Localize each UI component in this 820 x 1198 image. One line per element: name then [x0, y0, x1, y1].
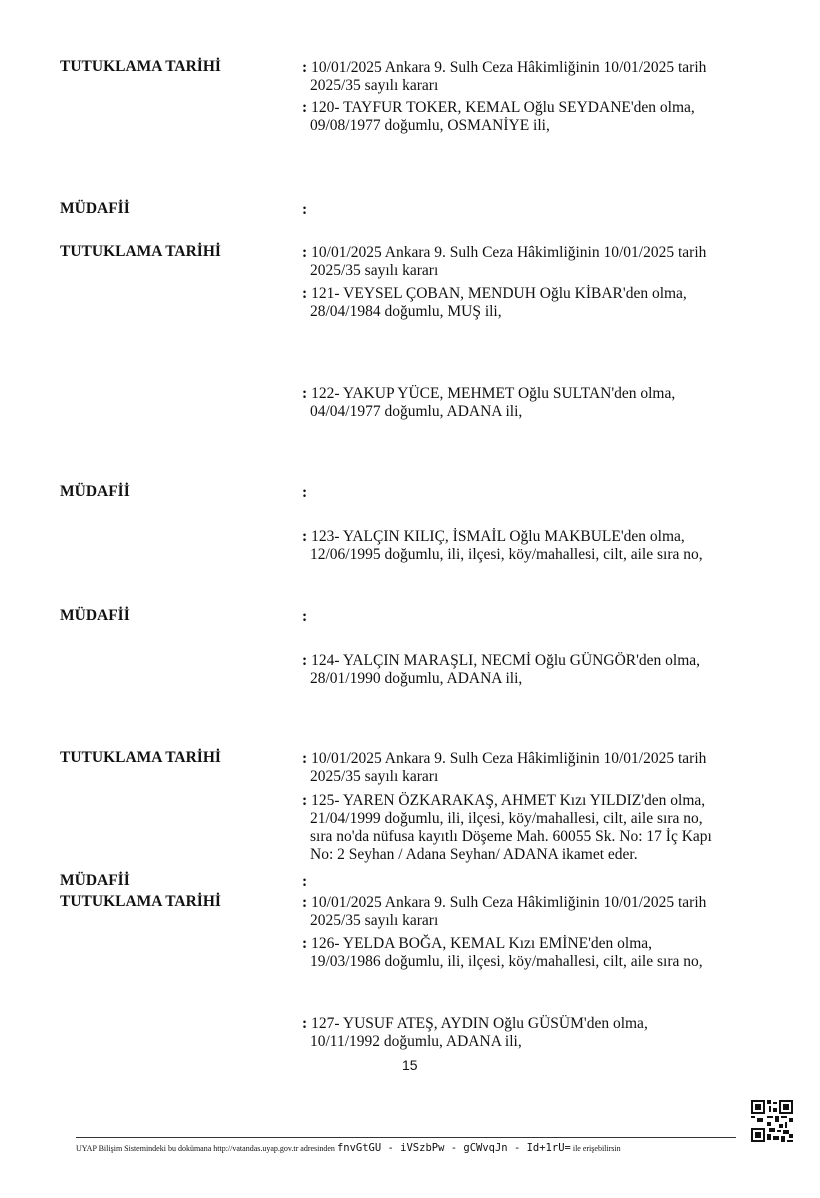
person-entry-123: : 123- YALÇIN KILIÇ, İSMAİL Oğlu MAKBULE'den olma, 12/06/1995 doğumlu, ili, ilçesi, köy/mahallesi, cilt, aile sıra no, [302, 528, 703, 563]
footer-prefix: UYAP Bilişim Sistemindeki bu dokümana http://vatandas.uyap.gov.tr adresinden [76, 1144, 335, 1153]
tutuklama-tarihi-label: TUTUKLAMA TARİHİ [60, 893, 221, 910]
person-entry-126: : 126- YELDA BOĞA, KEMAL Kızı EMİNE'den olma, 19/03/1986 doğumlu, ili, ilçesi, köy/mahallesi, cilt, aile sıra no, [302, 935, 703, 970]
mudafii-colon: : [302, 201, 308, 218]
mudafii-colon: : [302, 873, 308, 890]
mudafii-colon: : [302, 484, 308, 501]
mudafii-label: MÜDAFİİ [60, 607, 130, 624]
tutuklama-tarihi-value: : 10/01/2025 Ankara 9. Sulh Ceza Hâkimliğinin 10/01/2025 tarih 2025/35 sayılı kararı [302, 244, 707, 279]
tutuklama-tarihi-value: : 10/01/2025 Ankara 9. Sulh Ceza Hâkimliğinin 10/01/2025 tarih 2025/35 sayılı kararı [302, 750, 707, 785]
person-entry-120: : 120- TAYFUR TOKER, KEMAL Oğlu SEYDANE'den olma, 09/08/1977 doğumlu, OSMANİYE ili, [302, 99, 695, 134]
tutuklama-tarihi-value: : 10/01/2025 Ankara 9. Sulh Ceza Hâkimliğinin 10/01/2025 tarih 2025/35 sayılı kararı [302, 59, 762, 95]
footer-divider [76, 1137, 736, 1138]
person-entry-127: : 127- YUSUF ATEŞ, AYDIN Oğlu GÜSÜM'den olma, 10/11/1992 doğumlu, ADANA ili, [302, 1015, 648, 1050]
person-entry-125: : 125- YAREN ÖZKARAKAŞ, AHMET Kızı YILDIZ'den olma, 21/04/1999 doğumlu, ili, ilçesi, köy/mahallesi, cilt, aile sıra no, sıra no'da nüfusa kayıtlı Döşeme Mah. 60055 Sk. No: 17 İç Kapı No: 2 Seyhan / Adana Seyhan/ ADANA ikamet eder. [302, 792, 712, 863]
karar-line: 2025/35 sayılı kararı [310, 77, 439, 94]
tutuklama-tarihi-label: TUTUKLAMA TARİHİ [60, 749, 221, 766]
qr-code-icon [751, 1100, 793, 1142]
footer-verification-code: fnvGtGU - iVSzbPw - gCWvqJn - Id+1rU= [336, 1142, 571, 1154]
footer [76, 1142, 621, 1154]
person-entry-121: : 121- VEYSEL ÇOBAN, MENDUH Oğlu KİBAR'den olma, 28/04/1984 doğumlu, MUŞ ili, [302, 285, 687, 320]
tarih-line: 10/01/2025 Ankara 9. Sulh Ceza Hâkimliğinin 10/01/2025 tarih [311, 59, 707, 76]
tutuklama-tarihi-label: TUTUKLAMA TARİHİ [60, 58, 221, 75]
mudafii-label: MÜDAFİİ [60, 200, 130, 217]
mudafii-label: MÜDAFİİ [60, 483, 130, 500]
person-entry-124: : 124- YALÇIN MARAŞLI, NECMİ Oğlu GÜNGÖR'den olma, 28/01/1990 doğumlu, ADANA ili, [302, 652, 701, 687]
person-entry-122: : 122- YAKUP YÜCE, MEHMET Oğlu SULTAN'den olma, 04/04/1977 doğumlu, ADANA ili, [302, 385, 676, 420]
tutuklama-tarihi-label: TUTUKLAMA TARİHİ [60, 243, 221, 260]
mudafii-label: MÜDAFİİ [60, 872, 130, 889]
footer-suffix: ile erişebilirsin [572, 1144, 621, 1153]
page-number: 15 [402, 1057, 418, 1073]
mudafii-colon: : [302, 608, 308, 625]
tutuklama-tarihi-value: : 10/01/2025 Ankara 9. Sulh Ceza Hâkimliğinin 10/01/2025 tarih 2025/35 sayılı kararı [302, 894, 707, 929]
